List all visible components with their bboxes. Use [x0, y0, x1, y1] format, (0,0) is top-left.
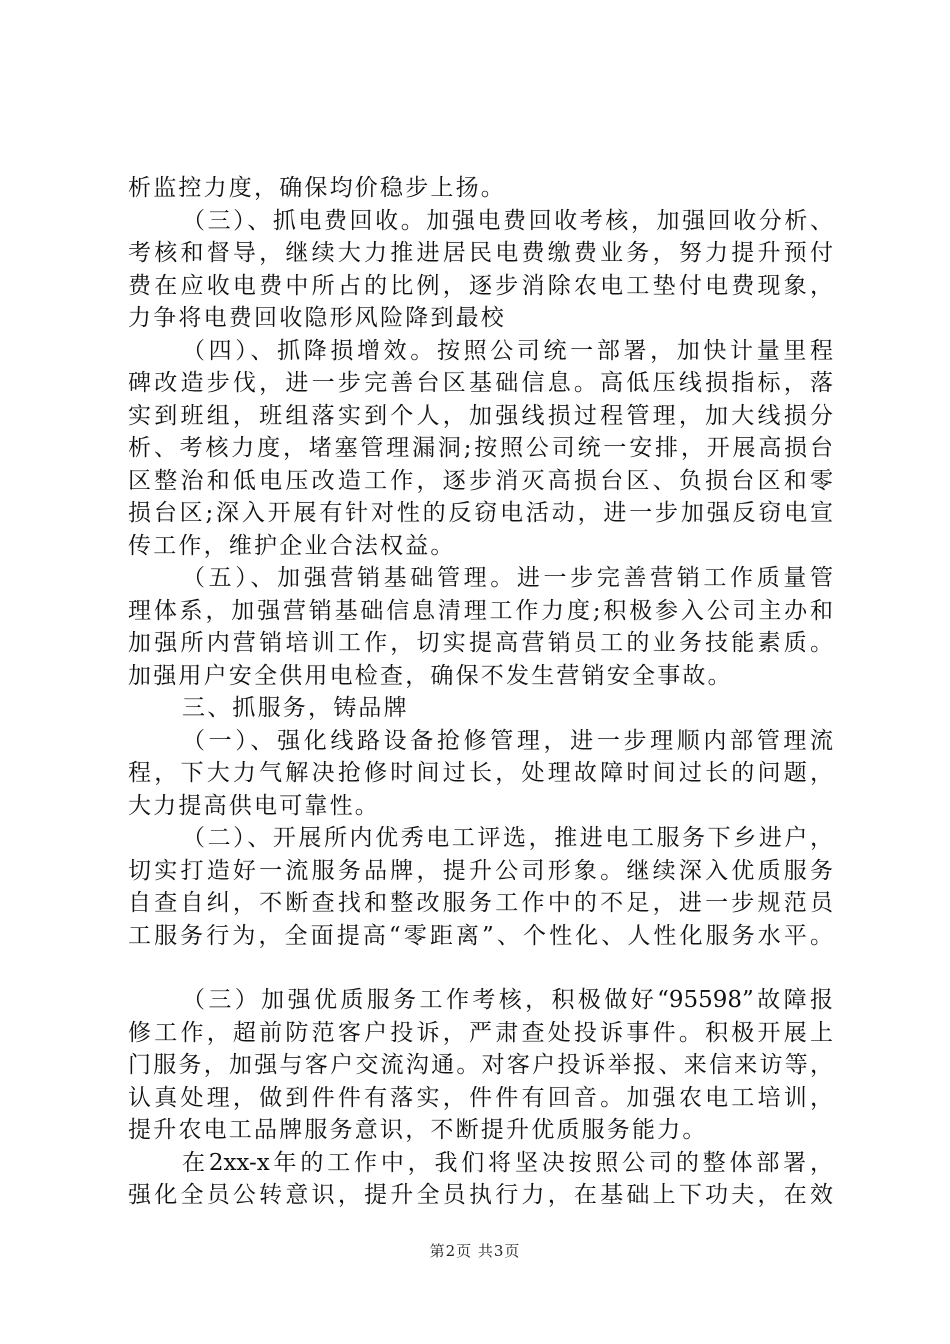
- text-line: （五）、加强营销基础管理。进一步完善营销工作质量管: [182, 565, 833, 591]
- text-line: 理体系，加强营销基础信息清理工作力度;积极参入公司主办和: [128, 597, 833, 624]
- text-line: 碑改造步伐，进一步完善台区基础信息。高低压线损指标，落: [128, 370, 833, 396]
- text-line: 析、考核力度，堵塞管理漏洞;按照公司统一安排，开展高损台: [128, 435, 833, 461]
- text-line: 工服务行为，全面提高“零距离”、个性化、人性化服务水平。: [128, 922, 833, 949]
- text-line: 三、抓服务，铸品牌: [182, 695, 409, 721]
- text-line: 区整治和低电压改造工作，逐步消灭高损台区、负损台区和零: [128, 467, 833, 494]
- page-number: 第2页 共3页: [429, 1242, 521, 1260]
- blank-line: [128, 952, 833, 984]
- text-line: 修工作，超前防范客户投诉，严肃查处投诉事件。积极开展上: [128, 1019, 833, 1046]
- text-line: 加强用户安全供用电检查，确保不发生营销安全事故。: [128, 662, 733, 689]
- text-line: （一）、强化线路设备抢修管理，进一步理顺内部管理流: [182, 727, 833, 754]
- text-line: 加强所内营销培训工作，切实提高营销员工的业务技能素质。: [128, 630, 833, 656]
- text-line: 费在应收电费中所占的比例，逐步消除农电工垫付电费现象，: [128, 272, 833, 299]
- text-line: （三）加强优质服务工作考核，积极做好“95598”故障报: [182, 987, 833, 1013]
- text-line: 程，下大力气解决抢修时间过长，处理故障时间过长的问题，: [128, 760, 833, 786]
- text-line: 损台区;深入开展有针对性的反窃电活动，进一步加强反窃电宣: [128, 500, 833, 526]
- text-line: 大力提高供电可靠性。: [128, 792, 380, 819]
- text-line: 考核和督导，继续大力推进居民电费缴费业务，努力提升预付: [128, 240, 833, 266]
- text-line: 传工作，维护企业合法权益。: [128, 532, 456, 559]
- text-line: 析监控力度，确保均价稳步上扬。: [128, 175, 506, 201]
- text-line: （四）、抓降损增效。按照公司统一部署，加快计量里程: [182, 337, 833, 364]
- text-line: 认真处理，做到件件有落实，件件有回音。加强农电工培训，: [128, 1084, 833, 1111]
- text-line: 门服务，加强与客户交流沟通。对客户投诉举报、来信来访等，: [128, 1052, 833, 1078]
- text-line: 在2xx-x年的工作中，我们将坚决按照公司的整体部署，: [182, 1149, 833, 1176]
- text-line: 切实打造好一流服务品牌，提升公司形象。继续深入优质服务: [128, 857, 833, 884]
- text-line: 实到班组，班组落实到个人，加强线损过程管理，加大线损分: [128, 402, 833, 429]
- text-line: 强化全员公转意识，提升全员执行力，在基础上下功夫，在效: [128, 1182, 833, 1208]
- text-line: （二）、开展所内优秀电工评选，推进电工服务下乡进户，: [182, 825, 833, 851]
- text-line: 提升农电工品牌服务意识，不断提升优质服务能力。: [128, 1117, 708, 1143]
- document-body: [128, 172, 833, 1212]
- text-line: （三）、抓电费回收。加强电费回收考核，加强回收分析、: [182, 207, 833, 234]
- text-line: 力争将电费回收隐形风险降到最校: [128, 305, 506, 331]
- text-line: 自查自纠，不断查找和整改服务工作中的不足，进一步规范员: [128, 890, 833, 916]
